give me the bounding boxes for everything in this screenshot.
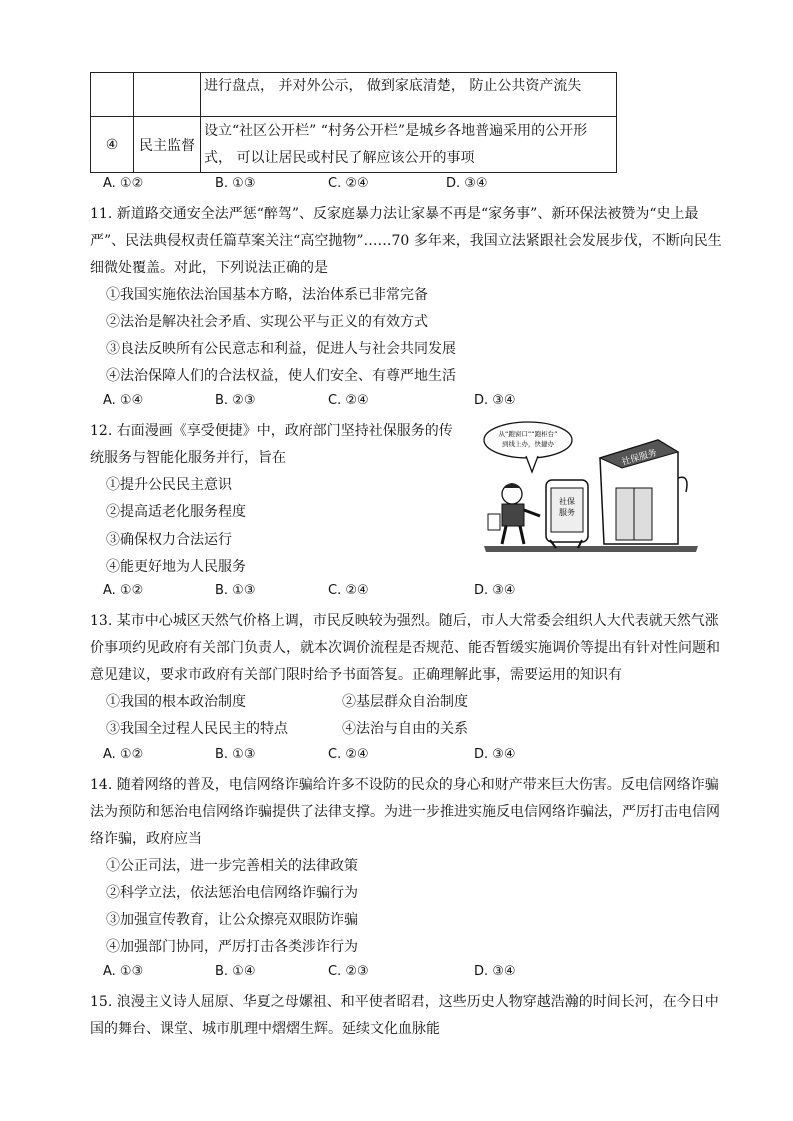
machine-text-line1: 社保 <box>559 497 575 506</box>
option-a[interactable]: A. ①② <box>103 747 144 762</box>
person-legs <box>502 526 524 544</box>
statement-item: ③加强宣传教育，让公众擦亮双眼防诈骗 <box>106 912 358 928</box>
person-phone <box>488 514 500 530</box>
building-sign: 社保服务 <box>620 448 659 468</box>
bubble-text-line2: 到线上办，快捷办 <box>502 440 554 448</box>
table-cell-name: 民主监督 <box>134 117 201 173</box>
statement-item: ③确保权力合法运行 <box>106 532 232 548</box>
option-b[interactable]: B. ①③ <box>215 176 256 191</box>
table-cell-content <box>201 117 617 173</box>
option-b[interactable]: B. ①③ <box>215 583 256 598</box>
cartoon-illustration <box>482 418 704 554</box>
option-d[interactable]: D. ③④ <box>446 176 488 191</box>
statement-item: ④加强部门协同，严厉打击各类涉诈行为 <box>106 939 358 955</box>
statement-item: ④法治保障人们的合法权益，使人们安全、有尊严地生活 <box>106 368 456 384</box>
question-text: 络诈骗，政府应当 <box>90 831 202 847</box>
question-text: 统服务与智能化服务并行，旨在 <box>90 450 286 466</box>
option-d[interactable]: D. ③④ <box>474 747 516 762</box>
question-text: 15. 浪漫主义诗人屈原、华夏之母嫘祖、和平使者昭君，这些历史人物穿越浩瀚的时间长河，在今日中 <box>90 994 719 1010</box>
option-b[interactable]: B. ①④ <box>215 964 256 979</box>
question-text: 严”、民法典侵权责任篇草案关注“高空抛物”……70 多年来，我国立法紧跟社会发展步伐，不断向民生 <box>90 233 722 249</box>
option-d[interactable]: D. ③④ <box>474 964 516 979</box>
question-text: 国的舞台、课堂、城市肌理中熠熠生辉。延续文化血脉能 <box>90 1021 440 1037</box>
option-c[interactable]: C. ②④ <box>328 747 369 762</box>
person-arm <box>524 510 540 516</box>
option-b[interactable]: B. ①③ <box>215 747 256 762</box>
statement-item: ②提高适老化服务程度 <box>106 504 246 520</box>
building-arm <box>678 477 687 492</box>
person-body <box>502 504 524 526</box>
supervision-table <box>90 72 617 173</box>
statement-item: ③我国全过程人民民主的特点 <box>106 721 288 737</box>
statement-item: ②基层群众自治制度 <box>342 694 468 710</box>
option-b[interactable]: B. ②③ <box>215 393 256 408</box>
question-text: 细微处覆盖。对此，下列说法正确的是 <box>90 260 328 276</box>
question-text: 14. 随着网络的普及，电信网络诈骗给许多不设防的民众的身心和财产带来巨大伤害。反电信网络诈骗 <box>90 777 719 793</box>
person-hair <box>504 483 520 488</box>
option-c[interactable]: C. ②④ <box>328 393 369 408</box>
option-d[interactable]: D. ③④ <box>474 393 516 408</box>
machine-text-line2: 服务 <box>559 508 575 517</box>
statement-item: ①我国的根本政治制度 <box>106 694 246 710</box>
statement-item: ④法治与自由的关系 <box>342 721 468 737</box>
statement-item: ①提升公民民主意识 <box>106 477 232 493</box>
question-text: 法为预防和惩治电信网络诈骗提供了法律支撑。为进一步推进实施反电信网络诈骗法，严厉打击电信网 <box>90 804 720 820</box>
statement-item: ④能更好地为人民服务 <box>106 559 246 575</box>
speech-bubble-tail <box>526 456 538 472</box>
option-a[interactable]: A. ①④ <box>103 393 144 408</box>
bubble-text-line1: 从“跑窗口”“跑柜台” <box>498 430 558 438</box>
option-a[interactable]: A. ①② <box>103 583 144 598</box>
question-text: 意见建议，要求市政府有关部门限时给予书面答复。正确理解此事，需要运用的知识有 <box>90 667 622 683</box>
table-cell-num <box>91 73 134 117</box>
table-content-line: 设立“社区公开栏” “村务公开栏”是城乡各地普遍采用的公开形 <box>204 122 588 139</box>
question-text: 12. 右面漫画《享受便捷》中，政府部门坚持社保服务的传 <box>90 423 453 439</box>
table-cell-content: 进行盘点， 并对外公示， 做到家底清楚， 防止公共资产流失 <box>201 73 617 117</box>
option-c[interactable]: C. ②④ <box>328 176 369 191</box>
statement-item: ②法治是解决社会矛盾、实现公平与正义的有效方式 <box>106 314 428 330</box>
table-content-line: 式， 可以让居民或村民了解应该公开的事项 <box>204 149 475 166</box>
option-a[interactable]: A. ①② <box>103 176 144 191</box>
option-a[interactable]: A. ①③ <box>103 964 144 979</box>
ground-shape <box>484 546 698 552</box>
table-cell-name <box>134 73 201 117</box>
statement-item: ②科学立法，依法惩治电信网络诈骗行为 <box>106 885 358 901</box>
option-d[interactable]: D. ③④ <box>474 583 516 598</box>
statement-item: ①我国实施依法治国基本方略，法治体系已非常完备 <box>106 287 428 303</box>
question-text: 11. 新道路交通安全法严惩“醉驾”、反家庭暴力法让家暴不再是“家务事”、新环保法被赞为“史上最 <box>90 206 699 222</box>
statement-item: ①公正司法，进一步完善相关的法律政策 <box>106 858 358 874</box>
option-c[interactable]: C. ②④ <box>328 583 369 598</box>
statement-item: ③良法反映所有公民意志和利益，促进人与社会共同发展 <box>106 341 456 357</box>
question-text: 价事项约见政府有关部门负责人，就本次调价流程是否规范、能否暂缓实施调价等提出有针对性问题和 <box>90 640 720 656</box>
option-c[interactable]: C. ②③ <box>328 964 369 979</box>
question-text: 13. 某市中心城区天然气价格上调，市民反映较为强烈。随后，市人大常委会组织人大代表就天然气涨 <box>90 613 719 629</box>
table-cell-num: ④ <box>91 117 134 173</box>
